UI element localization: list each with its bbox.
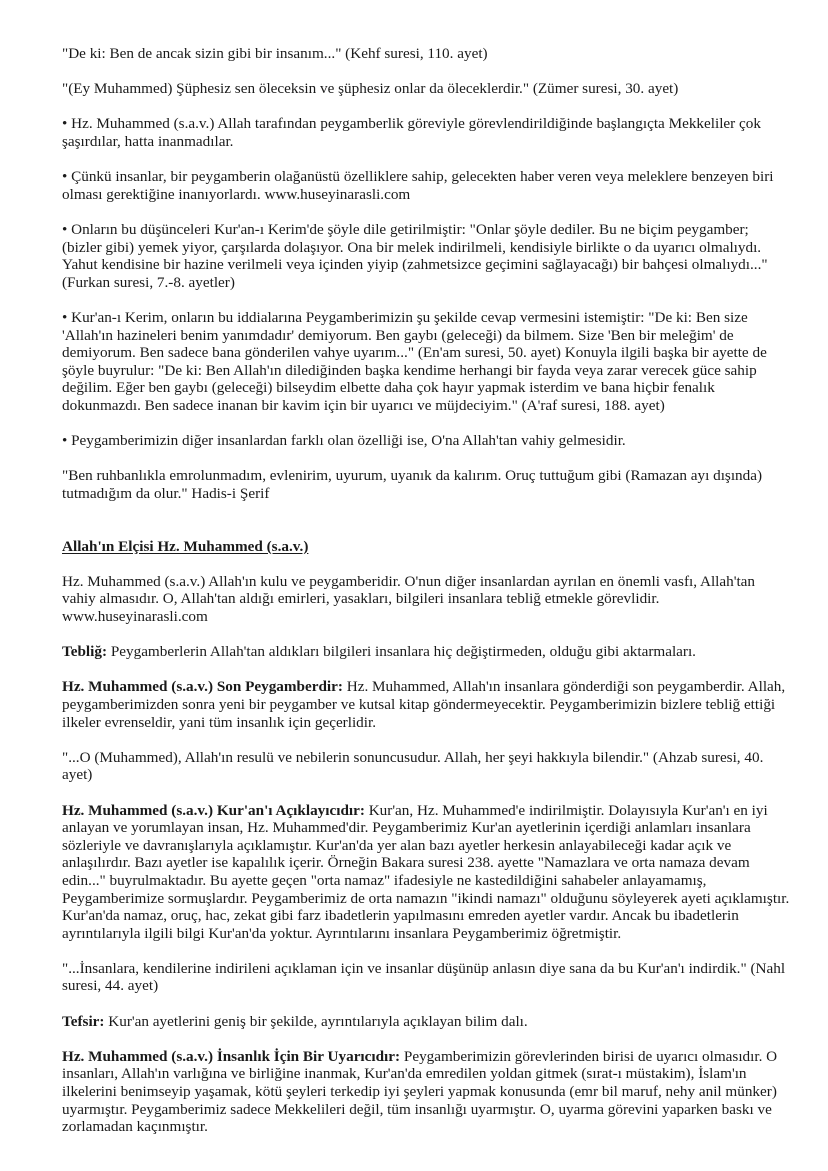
ahzab-quote: "...O (Muhammed), Allah'ın resulü ve nebilerin sonuncusudur. Allah, her şeyi hakkıyla bilendir." (Ahzab suresi, 40. ayet) [62, 748, 764, 784]
hadith-quote: "Ben ruhbanlıkla emrolunmadım, evlenirim, uyurum, uyanık da kalırım. Oruç tuttuğum gibi (Ramazan ayı dışında) tutmadığım da olur." Hadis-i Şerif [62, 467, 763, 502]
last-prophet-label: Hz. Muhammed (s.a.v.) Son Peygamberdir: [62, 678, 343, 696]
explainer-paragraph [62, 802, 792, 943]
section-heading: Allah'ın Elçisi Hz. Muhammed (s.a.v.) [62, 537, 309, 555]
explainer-label: Hz. Muhammed (s.a.v.) Kur'an'ı Açıklayıcıdır: [62, 801, 365, 819]
explainer-text: Kur'an, Hz. Muhammed'e indirilmiştir. Dolayısıyla Kur'an'ı en iyi anlayan ve yorumlayan insan, Hz. Muhammed'dir. Peygamberimiz Kur'an ayetlerinin içerdiği anlamları insanlara sözleriyle ve davranışlarıyla açıklamıştır. Kur'an'da yer alan bazı ayetler herkesin anlayabileceği kadar açık ve anlaşılırdır. Bazı ayetler ise kapalılık içerir. Örneğin Bakara suresi 238. ayette "Namazlara ve orta namaza devam edin..." buyrulmaktadır. Bu ayette geçen "orta namaz" ifadesiyle ne kastedildiğini sahabeler anlayamamış, Peygamberimize sormuşlardır. Peygamberimiz de orta namazın "ikindi namazı" olduğunu söyleyerek ayeti açıklamıştır. Kur'an'da namaz, oruç, hac, zekat gibi farz ibadetlerin yapılmasını emreden ayetler vardır. Ancak bu ibadetlerin ayrıntılarıyla ilgili bilgi Kur'an'da yoktur. Ayrıntılarını insanlara Peygamberimiz öğretmiştir. [62, 801, 790, 942]
warner-paragraph [62, 1048, 792, 1136]
bullet-meccans-surprised: • Hz. Muhammed (s.a.v.) Allah tarafından peygamberlik göreviyle görevlendirildiğinde başlangıçta Mekkeliler çok şaşırdılar, hatta inanmadılar. [62, 115, 761, 150]
section-intro: Hz. Muhammed (s.a.v.) Allah'ın kulu ve peygamberidir. O'nun diğer insanlardan ayrılan en önemli vasfı, Allah'tan vahiy almasıdır. O, Allah'tan aldığı emirleri, yasakları, bilgileri insanlara tebliğ etmekle görevlidir. www.huseyinarasli.com [62, 572, 756, 625]
tafsir-definition [62, 1013, 792, 1031]
tebligh-definition [62, 643, 792, 661]
bullet-people-belief: • Çünkü insanlar, bir peygamberin olağanüstü özelliklere sahip, gelecekten haber veren veya meleklere benzeyen biri olması gerektiğine inanıyorlardı. www.huseyinarasli.com [62, 168, 774, 203]
tebligh-text: Peygamberlerin Allah'tan aldıkları bilgileri insanlara hiç değiştirmeden, olduğu gibi aktarmaları. [107, 643, 696, 661]
warner-label: Hz. Muhammed (s.a.v.) İnsanlık İçin Bir Uyarıcıdır: [62, 1047, 401, 1065]
bullet-quran-reply: • Kur'an-ı Kerim, onların bu iddialarına Peygamberimizin şu şekilde cevap vermesini istemiştir: "De ki: Ben size 'Allah'ın hazineleri benim yanımdadır' demiyorum. Ben gaybı (geleceği) da bilmem. Size 'Ben bir meleğim' de demiyorum. Ben sadece bana gönderilen vahye uyarım..." (En'am suresi, 50. ayet) Konuyla ilgili başka bir ayette de şöyle buyrulur: "De ki: Ben Allah'ın dilediğinden başka kendime herhangi bir fayda veya zarar verecek güce sahip değilim. Eğer ben gaybı (geleceği) bilseydim elbette daha çok hayır yapmak isterdim ve bana hiçbir fenalık dokunmazdı. Ben sadece inanan bir kavim için bir uyarıcı ve müjdeciyim." (A'raf suresi, 188. ayet) [62, 308, 767, 414]
document-page [62, 45, 792, 1153]
bullet-revelation: • Peygamberimizin diğer insanlardan farklı olan özelliği ise, O'na Allah'tan vahiy gelmesidir. [62, 432, 626, 450]
nahl-quote: "...İnsanlara, kendilerine indirileni açıklaman için ve insanlar düşünüp anlasın diye sana da bu Kur'an'ı indirdik." (Nahl suresi, 44. ayet) [62, 959, 786, 995]
warner-text: Peygamberimizin görevlerinden birisi de uyarıcı olmasıdır. O insanları, Allah'ın varlığına ve birliğine inanmak, Kur'an'da emredilen yoldan gitmek (sırat-ı müstakim), İslam'ın ilkelerini benimseyip yaşamak, kötü şeyleri terkedip iyi şeyleri yapmak konusunda (emr bil maruf, nehy anil münker) uyarmıştır. Peygamberimiz sadece Mekkelileri değil, tüm insanlığı uyarmıştır. O, uyarma görevini yaparken baskı ve zorlamadan kaçınmıştır. [62, 1047, 778, 1136]
tafsir-text: Kur'an ayetlerini geniş bir şekilde, ayrıntılarıyla açıklayan bilim dalı. [104, 1012, 528, 1030]
tafsir-label: Tefsir: [62, 1012, 105, 1030]
last-prophet-text: Hz. Muhammed, Allah'ın insanlara gönderdiği son peygamberdir. Allah, peygamberimizden sonra yeni bir peygamber ve kutsal kitap göndermeyecektir. Peygamberimizin bizlere tebliğ ettiği ilkeler evrenseldir, yani tüm insanlık için geçerlidir. [62, 678, 786, 731]
tebligh-label: Tebliğ: [62, 643, 108, 661]
zumer-quote: "(Ey Muhammed) Şüphesiz sen öleceksin ve şüphesiz onlar da öleceklerdir." (Zümer suresi, 30. ayet) [62, 80, 679, 98]
spacer [62, 520, 792, 538]
bullet-furkan-quote: • Onların bu düşünceleri Kur'an-ı Kerim'de şöyle dile getirilmiştir: "Onlar şöyle dediler. Bu ne biçim peygamber; (bizler gibi) yemek yiyor, çarşılarda dolaşıyor. Ona bir melek indirilmeli, kendisiyle birlikte o da uyarıcı olmalıydı. Yahut kendisine bir hazine verilmeli veya içinden yiyip (zahmetsizce geçimini sağlayacağı) bir bahçesi olmalıydı..." (Furkan suresi, 7.-8. ayetler) [62, 220, 768, 291]
kehf-quote: "De ki: Ben de ancak sizin gibi bir insanım..." (Kehf suresi, 110. ayet) [62, 45, 488, 62]
last-prophet-paragraph [62, 678, 792, 731]
